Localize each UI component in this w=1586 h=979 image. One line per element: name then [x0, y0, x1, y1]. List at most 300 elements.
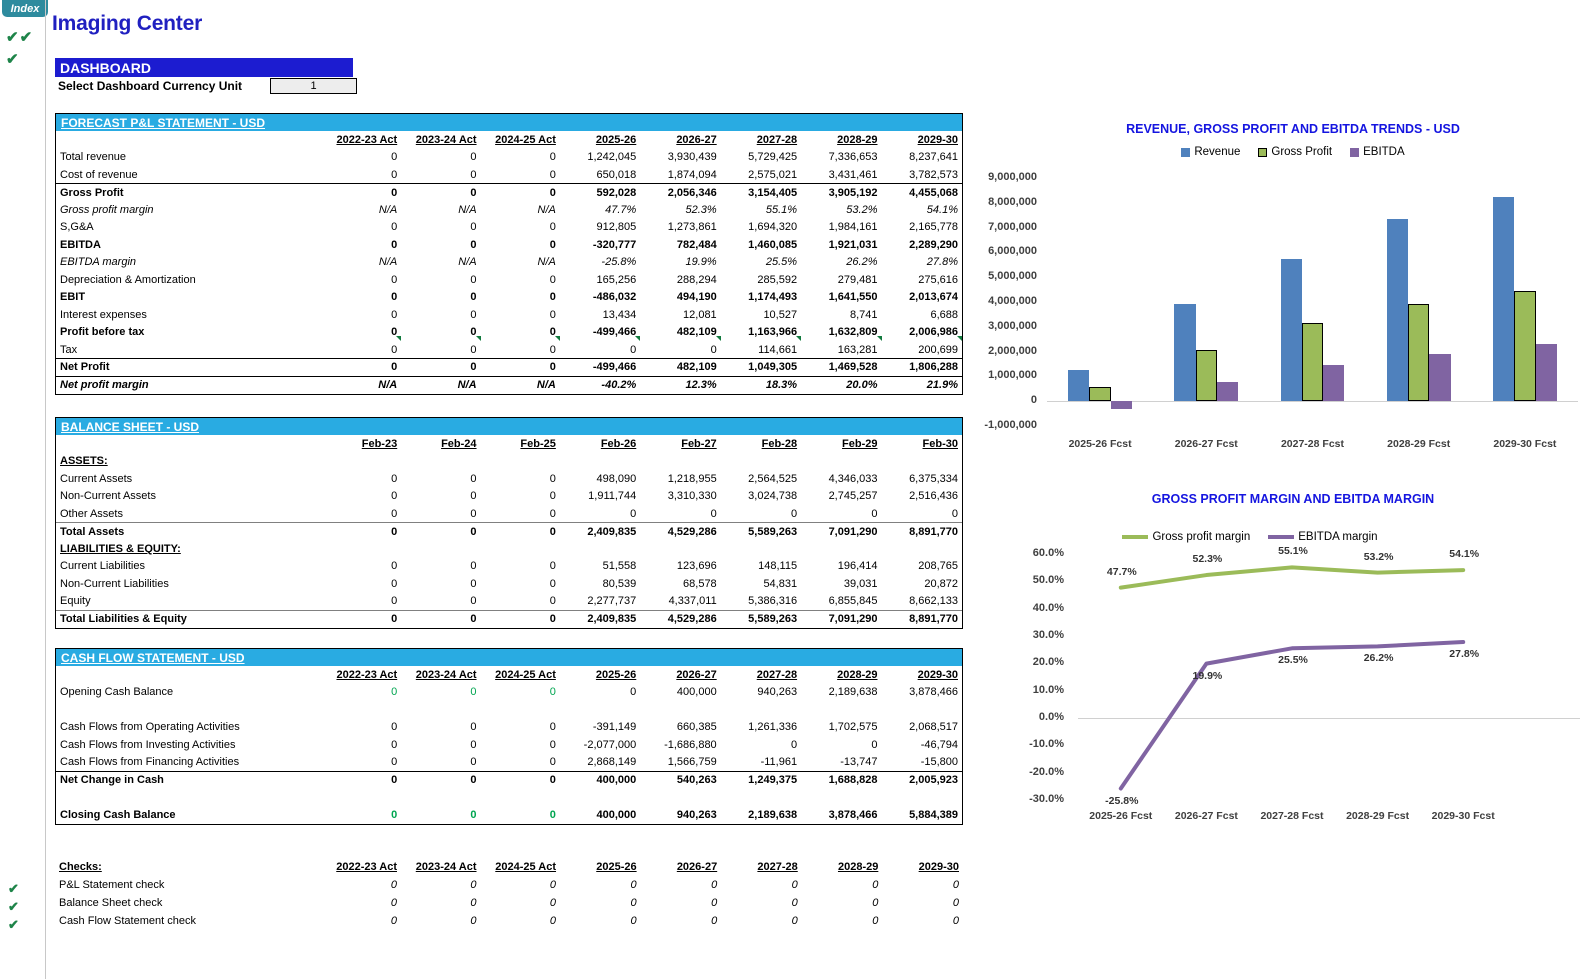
cell-value: 0 [470, 168, 477, 181]
cell-value: 12.3% [640, 376, 720, 394]
bar-x-tick: 2029-30 Fcst [1493, 438, 1557, 450]
cell-value: 2,277,737 [587, 595, 637, 607]
cell-value: 5,729,425 [748, 151, 798, 164]
cell-value: 3,930,439 [667, 151, 717, 164]
column-header-7: Feb-30 [922, 437, 958, 450]
row-label: Cash Flows from Operating Activities [60, 721, 240, 734]
checks-cell-value: 0 [872, 915, 879, 927]
cell-value: 2,289,290 [909, 238, 958, 251]
cell-value: 0 [322, 184, 401, 202]
table-row [56, 593, 962, 611]
checks-cell-value: 0 [630, 879, 637, 891]
table-row [56, 470, 962, 488]
cell-value: 2,006,986 [909, 326, 958, 339]
cell-value: 285,592 [757, 273, 798, 286]
cell-value: 0 [549, 808, 556, 821]
legend-item-gross-profit [1258, 146, 1332, 158]
line-data-label: 26.2% [1363, 652, 1394, 665]
cell-value: 592,028 [560, 184, 640, 202]
table-row [56, 184, 962, 202]
cell-value: 52.3% [685, 203, 717, 216]
cell-value: 10,527 [763, 308, 798, 321]
table-row [56, 754, 962, 772]
cell-value [640, 540, 720, 558]
line-x-tick: 2025-26 Fcst [1089, 810, 1153, 822]
bar-y-tick: 7,000,000 [988, 220, 1037, 233]
cell-value: 0 [630, 507, 637, 520]
legend-swatch-gross-profit [1258, 148, 1267, 157]
table-row [56, 701, 962, 719]
cell-value: 1,694,320 [748, 221, 798, 234]
cell-value: 5,884,389 [909, 808, 958, 821]
column-header-3: 2025-26 [595, 133, 637, 146]
cell-value: 1,163,966 [748, 326, 798, 339]
cell-value: 2,409,835 [560, 523, 640, 541]
line-data-label: -25.8% [1105, 794, 1139, 807]
cell-value: 0 [391, 308, 398, 321]
cell-value: 0 [391, 168, 398, 181]
comment-indicator-icon[interactable] [635, 336, 640, 341]
bar-gross-profit-2 [1302, 323, 1323, 401]
cell-value: 0 [391, 238, 398, 251]
cell-value: 80,539 [602, 577, 637, 590]
line-data-label: 55.1% [1278, 545, 1308, 558]
cell-value: 26.2% [846, 256, 878, 269]
checks-cell-value: 0 [952, 915, 959, 927]
cell-value: 0 [391, 560, 398, 573]
cell-value: 0 [322, 771, 401, 789]
bar-y-tick: 4,000,000 [988, 295, 1037, 307]
cell-value: N/A [378, 203, 398, 216]
row-label: Gross profit margin [60, 203, 154, 216]
cell-value: -391,149 [592, 721, 637, 734]
cell-value: 0 [470, 291, 477, 304]
line-y-tick: 30.0% [1032, 629, 1064, 641]
cell-value: 0 [549, 472, 556, 485]
table-row [56, 453, 962, 471]
bar-ebitda-2 [1323, 365, 1344, 401]
cell-value [401, 540, 480, 558]
cell-value [481, 789, 560, 807]
cell-value: -11,961 [760, 756, 798, 768]
cell-value: 400,000 [676, 686, 717, 699]
column-header-6: 2028-29 [837, 668, 878, 681]
status-check-single: ✔ [6, 51, 19, 68]
cell-value: N/A [481, 376, 560, 394]
cell-value: 782,484 [676, 238, 717, 251]
cell-value: 0 [470, 756, 477, 768]
cell-value: 0 [481, 341, 560, 359]
cell-value: -13,747 [840, 756, 878, 768]
line-data-label: 54.1% [1449, 548, 1480, 561]
bar-x-tick: 2025-26 Fcst [1068, 438, 1132, 450]
balance-sheet-table [55, 417, 963, 629]
cell-value [481, 453, 560, 471]
bar-ebitda-0 [1111, 401, 1132, 409]
bar-chart-title: REVENUE, GROSS PROFIT AND EBITDA TRENDS - USD [1126, 122, 1460, 136]
row-label: Net Profit [56, 359, 322, 377]
row-label: Tax [60, 343, 78, 356]
row-label: EBIT [60, 291, 86, 304]
cell-value [640, 789, 720, 807]
table-row [56, 219, 962, 237]
legend-label-ebitda: EBITDA [1363, 146, 1405, 158]
cell-value: 0 [401, 523, 480, 541]
cell-value: N/A [322, 376, 401, 394]
check-icon: ✔ [8, 899, 19, 914]
comment-indicator-icon[interactable] [957, 336, 962, 341]
cell-value [401, 789, 480, 807]
cell-value: 8,741 [849, 308, 878, 321]
cell-value: 0 [401, 184, 480, 202]
cell-value [801, 453, 881, 471]
bar-gross-profit-0 [1089, 387, 1110, 402]
cell-value: 0 [549, 238, 556, 251]
cf-table-header [56, 649, 962, 666]
checks-cell-value: 0 [872, 897, 879, 909]
cell-value: 19.9% [685, 256, 717, 269]
row-label: S,G&A [60, 221, 94, 234]
cell-value: 39,031 [843, 577, 878, 590]
cell-value: -25.8% [601, 256, 637, 269]
cell-value: 940,263 [757, 686, 798, 699]
cell-value: 0 [790, 738, 798, 751]
cell-value: 5,589,263 [721, 523, 801, 541]
cell-value: 20,872 [924, 577, 958, 590]
row-label: Cost of revenue [60, 168, 138, 181]
cell-value: 208,765 [918, 560, 958, 573]
checks-row [55, 912, 963, 930]
cell-value [640, 701, 720, 719]
line-y-tick: 0.0% [1038, 711, 1064, 723]
cell-value: 4,346,033 [828, 472, 878, 485]
line-y-tick: 40.0% [1032, 601, 1064, 614]
table-row [56, 610, 962, 628]
column-header-0: 2022-23 Act [336, 133, 398, 146]
checks-column-header-6: 2028-29 [837, 861, 879, 873]
cell-value: 0 [401, 341, 480, 359]
column-header-1: 2023-24 Act [415, 668, 477, 681]
line-data-label: 19.9% [1192, 669, 1223, 682]
cell-value: 1,469,528 [801, 359, 881, 377]
cell-value: 1,688,828 [801, 771, 881, 789]
line-y-tick: -20.0% [1029, 765, 1064, 778]
cell-value [801, 789, 881, 807]
cell-value: 55.1% [765, 203, 798, 216]
cell-value: 3,878,466 [828, 808, 878, 821]
column-header-1: Feb-24 [441, 437, 477, 450]
cell-value [401, 453, 480, 471]
cell-value: 163,281 [801, 341, 881, 359]
column-header-blank [56, 131, 322, 149]
cell-value: 0 [790, 507, 798, 520]
checks-cell-value: 0 [390, 897, 397, 909]
checks-cell-value: 0 [791, 897, 798, 909]
bar-x-tick: 2028-29 Fcst [1387, 438, 1451, 450]
comment-indicator-icon[interactable] [716, 336, 721, 341]
cell-value: -320,777 [592, 238, 637, 251]
cell-value: N/A [458, 256, 477, 269]
cell-value: 27.8% [926, 256, 958, 269]
column-header-4: 2026-27 [676, 668, 717, 681]
cell-value: 54,831 [763, 577, 798, 590]
cell-value: 0 [470, 560, 477, 573]
row-label: Depreciation & Amortization [60, 273, 196, 286]
cash-flow-statement-table [55, 648, 963, 825]
checks-column-header-7: 2029-30 [918, 861, 959, 873]
cell-value: 279,481 [837, 273, 878, 286]
cell-value: 2,575,021 [748, 168, 798, 181]
bar-y-tick: -1,000,000 [984, 419, 1037, 431]
cell-value: 3,024,738 [748, 490, 798, 503]
row-label: Gross Profit [56, 184, 322, 202]
checks-cell-value: 0 [390, 915, 397, 927]
legend-swatch-ebitda [1350, 148, 1359, 157]
checks-cell-value: 0 [952, 879, 959, 891]
row-label: Current Liabilities [60, 560, 145, 573]
legend-swatch-revenue [1181, 148, 1190, 157]
legend-line-ebitda-margin [1268, 535, 1294, 539]
column-header-0: Feb-23 [361, 437, 398, 450]
cell-value: 0 [470, 507, 477, 520]
cell-value: 1,218,955 [667, 472, 717, 485]
line-data-label: 52.3% [1192, 553, 1223, 566]
cell-value: 7,336,653 [828, 151, 878, 164]
cell-value: 0 [549, 577, 556, 590]
row-label: Cash Flows from Financing Activities [60, 756, 240, 768]
row-label: LIABILITIES & EQUITY: [60, 542, 181, 555]
bar-ebitda-1 [1217, 382, 1238, 401]
cell-value: 6,375,334 [909, 472, 958, 485]
comment-indicator-icon[interactable] [555, 336, 560, 341]
legend-label-ebitda-margin: EBITDA margin [1298, 531, 1378, 543]
bar-revenue-1 [1174, 304, 1195, 401]
cell-value: 400,000 [560, 771, 640, 789]
line-y-tick: 10.0% [1032, 683, 1064, 696]
cell-value: 0 [391, 738, 398, 751]
cell-value: 8,237,641 [909, 151, 958, 164]
cell-value: 400,000 [596, 808, 637, 821]
cell-value: 0 [470, 238, 477, 251]
cell-value: 6,688 [930, 308, 958, 321]
table-row [56, 771, 962, 789]
cell-value: 0 [391, 291, 398, 304]
table-row [56, 523, 962, 541]
cell-value: 0 [549, 721, 556, 734]
checks-row [55, 894, 963, 912]
line-y-tick: 50.0% [1032, 574, 1064, 587]
cell-value: N/A [378, 256, 398, 269]
cell-value: 0 [470, 151, 477, 164]
comment-indicator-icon[interactable] [476, 336, 481, 341]
bar-revenue-2 [1281, 259, 1302, 401]
cell-value: 2,516,436 [909, 490, 958, 503]
column-header-5: 2027-28 [756, 668, 798, 681]
table-row [56, 236, 962, 254]
line-chart-legend [1000, 531, 1500, 543]
pl-table-header [56, 114, 962, 131]
cell-value: 6,855,845 [828, 595, 878, 607]
bar-revenue-4 [1493, 197, 1514, 401]
cell-value: 5,589,263 [721, 610, 801, 628]
column-header-5: 2027-28 [756, 133, 798, 146]
cell-value: 0 [549, 291, 556, 304]
cell-value: 0 [470, 577, 477, 590]
cell-value: 0 [470, 686, 477, 699]
cell-value: 1,806,288 [882, 359, 963, 377]
table-row [56, 806, 962, 824]
sheet-divider [45, 0, 46, 979]
legend-item-ebitda [1350, 146, 1405, 158]
line-x-tick: 2029-30 Fcst [1431, 810, 1495, 822]
cell-value: 2,068,517 [909, 721, 958, 734]
cell-value: 1,273,861 [667, 221, 717, 234]
cell-value [721, 701, 801, 719]
cell-value: 68,578 [683, 577, 717, 590]
row-label: Net Change in Cash [56, 771, 322, 789]
checks-cell-value: 0 [390, 879, 397, 891]
cell-value: 2,165,778 [909, 221, 958, 234]
cell-value: -15,800 [920, 756, 958, 768]
legend-label-gross-profit: Gross Profit [1271, 146, 1333, 158]
cell-value: 0 [549, 151, 556, 164]
cell-value: 8,891,770 [882, 610, 963, 628]
cell-value: 12,081 [683, 308, 717, 321]
comment-indicator-icon[interactable] [796, 336, 801, 341]
page-title: Imaging Center [52, 12, 203, 35]
bar-y-tick: 2,000,000 [988, 344, 1037, 357]
cell-value: 0 [391, 273, 398, 286]
cell-value: 1,174,493 [748, 291, 798, 304]
table-row [56, 149, 962, 167]
cell-value: 1,249,375 [721, 771, 801, 789]
cell-value: 0 [640, 341, 720, 359]
cell-value: 0 [401, 610, 480, 628]
checks-column-header-1: 2023-24 Act [415, 861, 477, 873]
cell-value: 0 [470, 308, 477, 321]
cf-table-title: CASH FLOW STATEMENT - USD [61, 650, 245, 665]
cell-value: 0 [391, 507, 398, 520]
cell-value [721, 540, 801, 558]
cell-value: 0 [470, 490, 477, 503]
cell-value: 0 [322, 341, 401, 359]
cell-value: 0 [391, 808, 398, 821]
checks-cell-value: 0 [952, 897, 959, 909]
currency-unit-label: Select Dashboard Currency Unit [58, 79, 243, 93]
cell-value: 0 [401, 359, 480, 377]
bar-y-tick: 5,000,000 [988, 270, 1037, 283]
table-row [56, 540, 962, 558]
cell-value: 20.0% [801, 376, 881, 394]
cell-value: 4,529,286 [640, 610, 720, 628]
cell-value: 2,013,674 [909, 291, 958, 304]
cell-value: 1,702,575 [828, 721, 878, 734]
table-row [56, 488, 962, 506]
cell-value: 1,632,809 [828, 326, 878, 339]
cell-value [801, 701, 881, 719]
cell-value: 0 [549, 490, 556, 503]
cell-value: 2,005,923 [882, 771, 963, 789]
checks-column-header-4: 2026-27 [676, 861, 718, 873]
column-header-6: Feb-29 [842, 437, 878, 450]
cell-value: 0 [401, 771, 480, 789]
table-row [56, 376, 962, 394]
cell-value: 1,242,045 [587, 151, 637, 164]
cell-value: 53.2% [846, 203, 878, 216]
checks-column-header-2: 2024-25 Act [495, 861, 557, 873]
comment-indicator-icon[interactable] [396, 336, 401, 341]
line-chart-title: GROSS PROFIT MARGIN AND EBITDA MARGIN [1151, 492, 1435, 506]
row-label: Interest expenses [60, 308, 147, 321]
index-tab[interactable]: Index [2, 0, 48, 17]
cell-value: 0 [549, 595, 556, 607]
row-label [56, 701, 322, 719]
cell-value: -486,032 [592, 291, 637, 304]
table-row [56, 505, 962, 523]
checks-cell-value: 0 [872, 879, 879, 891]
cell-value: 0 [549, 756, 556, 768]
checks-row-label: Balance Sheet check [59, 897, 163, 909]
cell-value: N/A [401, 376, 480, 394]
cell-value [322, 701, 401, 719]
checks-header-row [55, 858, 963, 876]
cell-value: 200,699 [882, 341, 963, 359]
cell-value: 2,409,835 [560, 610, 640, 628]
cell-value: 0 [481, 184, 560, 202]
bar-gross-profit-4 [1514, 291, 1535, 401]
cell-value: 0 [391, 686, 398, 699]
checks-row-label: Cash Flow Statement check [59, 915, 196, 927]
cell-value: 1,874,094 [667, 168, 717, 181]
row-label: EBITDA margin [60, 256, 137, 269]
cell-value: N/A [458, 203, 477, 216]
cell-value: 650,018 [596, 168, 637, 181]
comment-indicator-icon[interactable] [877, 336, 882, 341]
checks-cell-value: 0 [470, 879, 477, 891]
cell-value: 7,091,290 [801, 523, 881, 541]
column-header-row [56, 666, 962, 684]
cell-value [322, 453, 401, 471]
table-row [56, 736, 962, 754]
cell-value: 0 [322, 523, 401, 541]
bar-y-tick: 0 [1030, 394, 1037, 407]
cell-value: 4,455,068 [882, 184, 963, 202]
cell-value: 1,911,744 [588, 490, 637, 503]
cell-value [640, 453, 720, 471]
cell-value: 540,263 [640, 771, 720, 789]
cell-value: -1,686,880 [664, 738, 717, 751]
cell-value [560, 453, 640, 471]
row-label: Total Liabilities & Equity [56, 610, 322, 628]
bar-chart-legend [1000, 146, 1586, 158]
checks-cell-value: 0 [711, 897, 718, 909]
bar-revenue-3 [1387, 219, 1408, 401]
cell-value: 0 [481, 359, 560, 377]
cell-value: 0 [871, 507, 878, 520]
cell-value: -40.2% [560, 376, 640, 394]
cell-value: 5,386,316 [748, 595, 798, 607]
cell-value: 2,868,149 [587, 756, 637, 768]
cell-value: 7,091,290 [801, 610, 881, 628]
cell-value: 0 [391, 577, 398, 590]
cell-value: 660,385 [676, 721, 717, 734]
cell-value: -2,077,000 [583, 738, 637, 751]
checks-cell-value: 0 [470, 915, 477, 927]
currency-unit-input[interactable]: 1 [270, 78, 357, 94]
cell-value [882, 789, 963, 807]
cell-value: 8,662,133 [909, 595, 958, 607]
checks-title: Checks: [59, 861, 102, 873]
